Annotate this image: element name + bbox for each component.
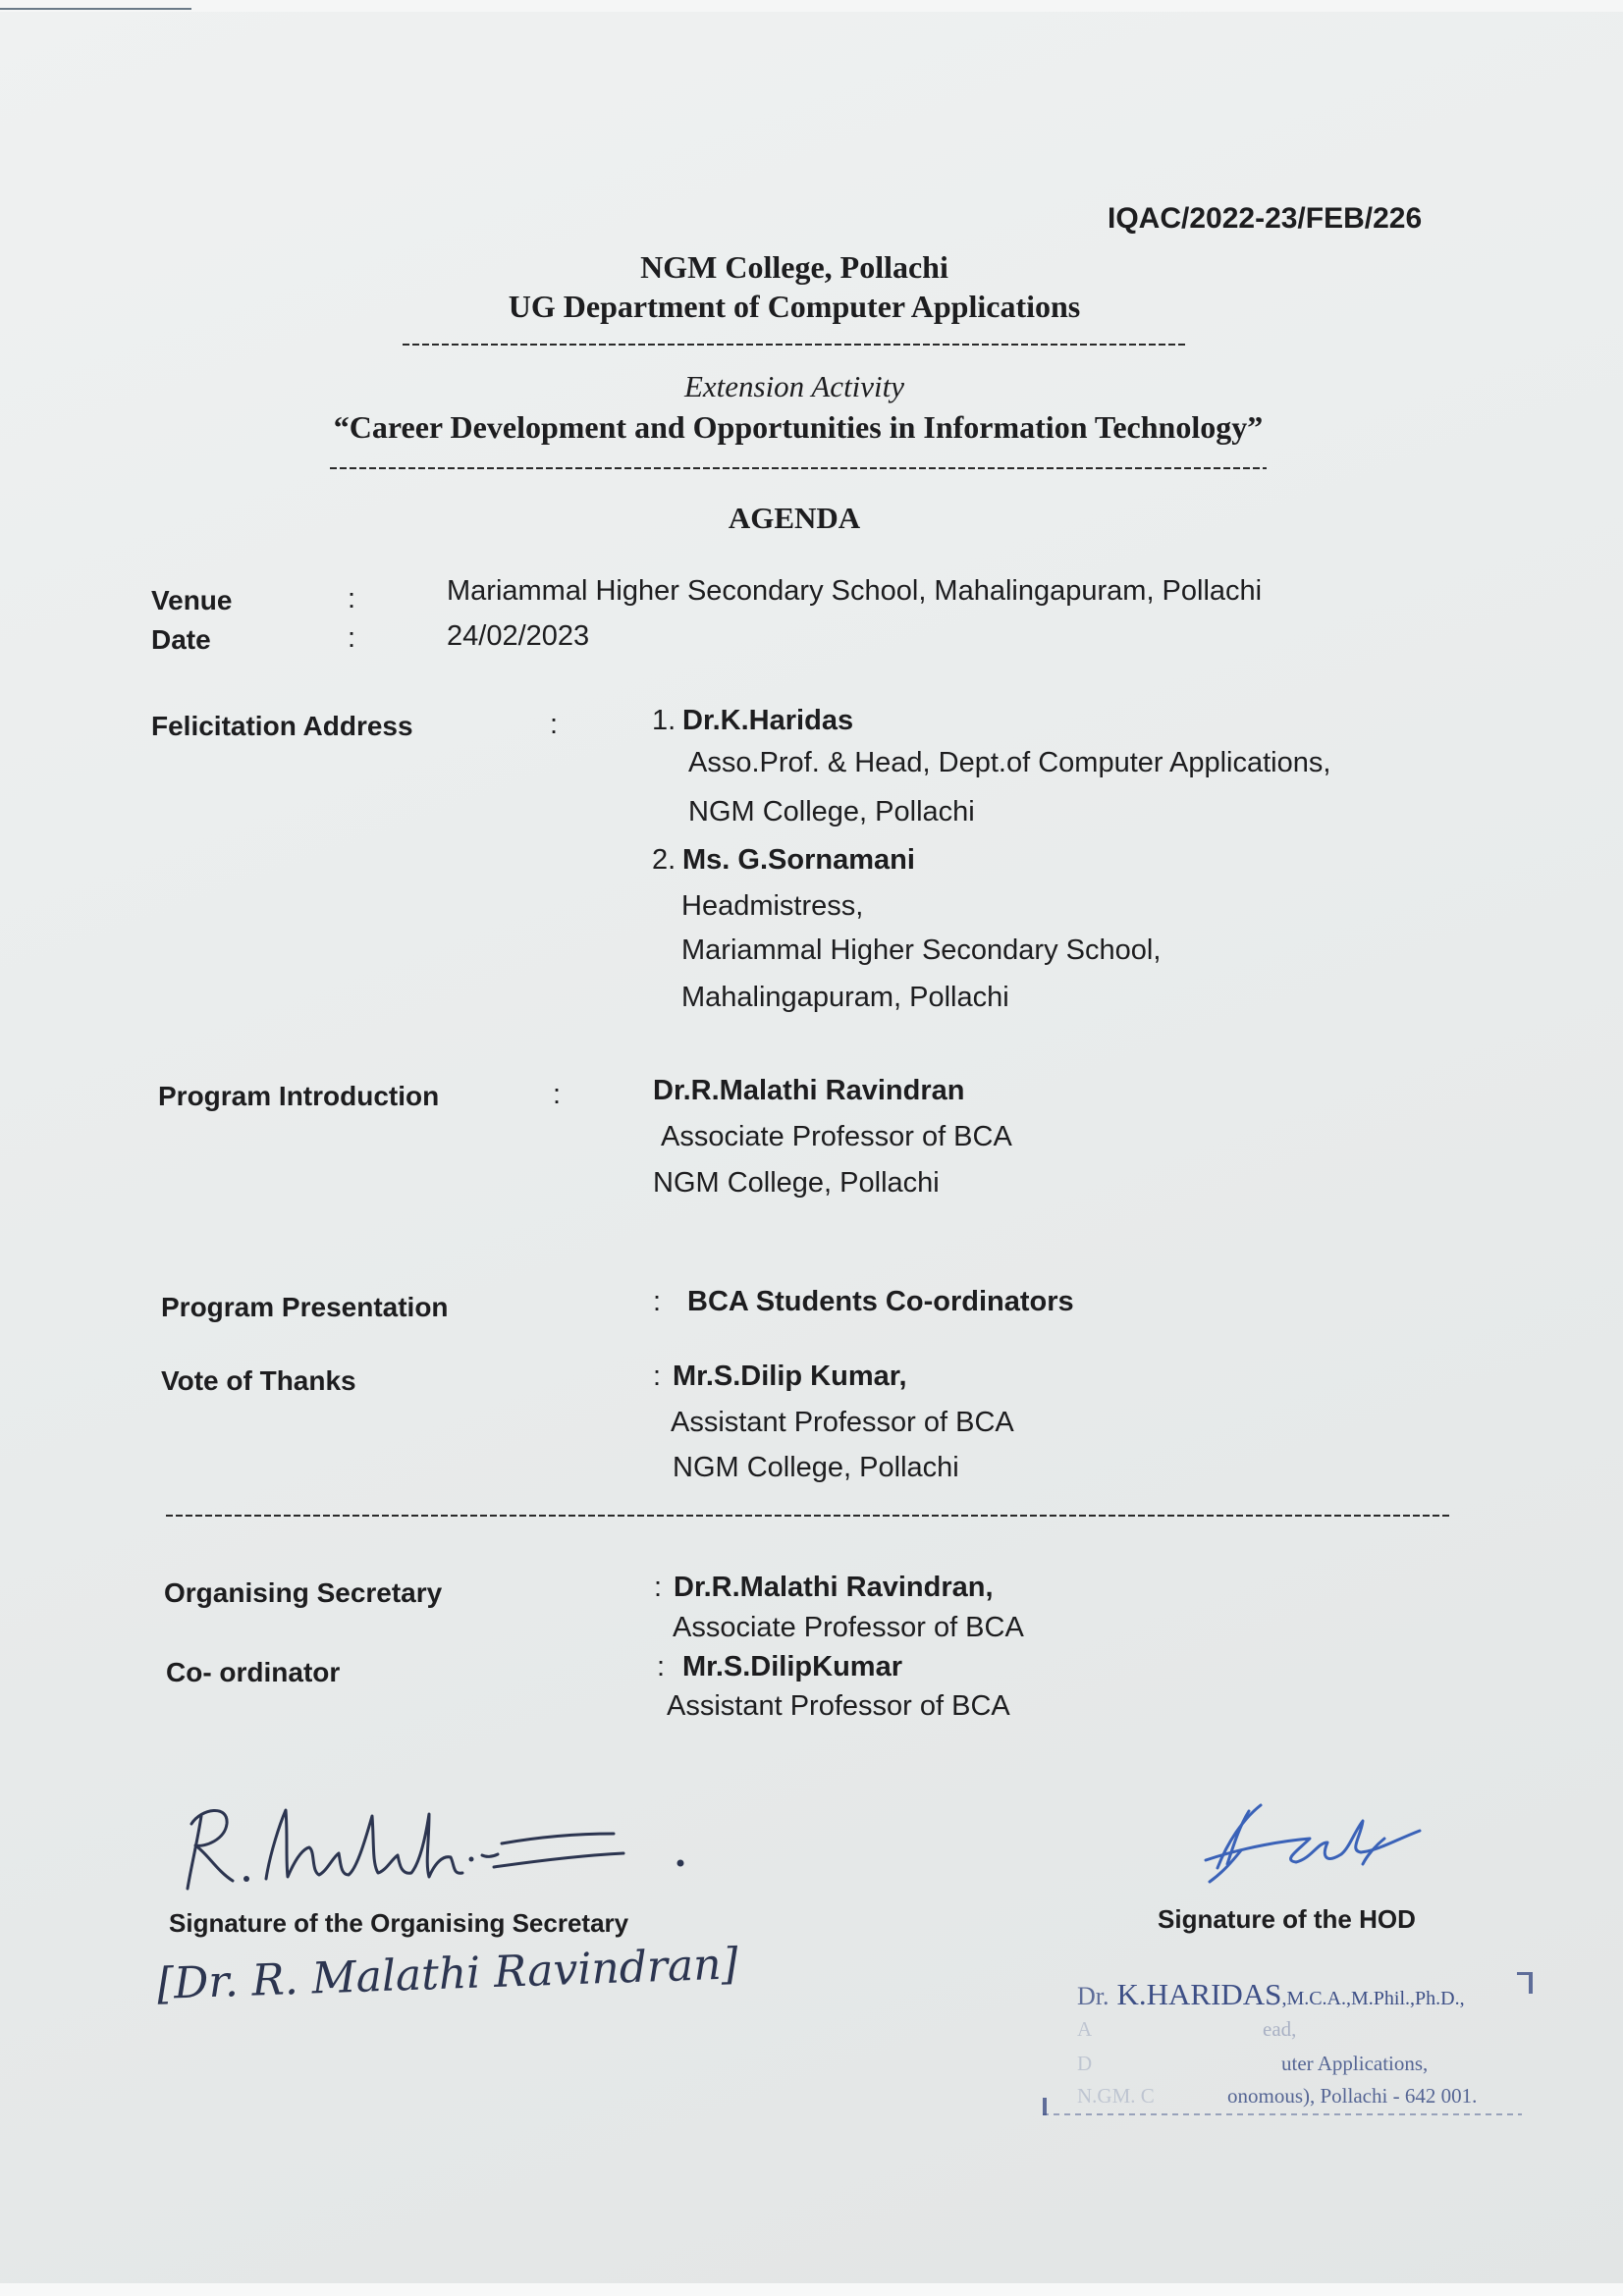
agenda-heading: AGENDA xyxy=(728,501,861,535)
scan-edge-bottom xyxy=(0,2283,1623,2296)
speaker-detail: Mahalingapuram, Pollachi xyxy=(681,982,1009,1013)
program-presentation-label: Program Presentation xyxy=(161,1292,449,1322)
separator: : xyxy=(654,1572,663,1603)
organising-secretary-handwritten-name: [Dr. R. Malathi Ravindran] xyxy=(156,1939,739,2009)
program-introduction-name: Dr.R.Malathi Ravindran xyxy=(653,1075,965,1106)
speaker-number: 2. xyxy=(652,844,676,876)
stamp-qualifications: ,M.C.A.,M.Phil.,Ph.D., xyxy=(1281,1988,1465,2009)
scan-edge-top xyxy=(0,0,1623,12)
vote-of-thanks-detail: NGM College, Pollachi xyxy=(673,1452,959,1483)
stamp-line-fragment: ead, xyxy=(1263,2017,1297,2041)
organising-secretary-signature-caption: Signature of the Organising Secretary xyxy=(169,1908,629,1938)
coordinator-label: Co- ordinator xyxy=(166,1657,341,1687)
department-name: UG Department of Computer Applications xyxy=(508,289,1081,324)
program-introduction-detail: NGM College, Pollachi xyxy=(653,1167,940,1199)
stamp-line-fragment: N.GM. C xyxy=(1077,2084,1155,2108)
speaker-detail: NGM College, Pollachi xyxy=(688,796,975,828)
college-name: NGM College, Pollachi xyxy=(640,249,948,285)
stamp-name-line xyxy=(1077,1977,1465,2015)
organising-secretary-designation: Associate Professor of BCA xyxy=(673,1612,1024,1643)
stamp-title: Dr. xyxy=(1077,1982,1109,2010)
program-introduction-detail: Associate Professor of BCA xyxy=(661,1121,1012,1152)
stamp-rule xyxy=(1043,2113,1522,2115)
venue-value: Mariammal Higher Secondary School, Mahalingapuram, Pollachi xyxy=(447,575,1263,607)
date-value: 24/02/2023 xyxy=(447,620,590,652)
venue-label: Venue xyxy=(151,585,233,615)
coordinator-name: Mr.S.DilipKumar xyxy=(682,1651,902,1682)
date-label: Date xyxy=(151,624,211,655)
separator: : xyxy=(653,1286,662,1317)
hod-signature-caption: Signature of the HOD xyxy=(1158,1904,1416,1934)
speaker-name: Ms. G.Sornamani xyxy=(682,844,915,876)
scan-edge-line xyxy=(0,8,191,10)
stamp-line-fragment: D xyxy=(1077,2052,1093,2075)
program-presentation-value: BCA Students Co-ordinators xyxy=(687,1286,1074,1317)
separator: : xyxy=(348,583,356,614)
speaker-detail: Mariammal Higher Secondary School, xyxy=(681,934,1162,966)
divider xyxy=(166,1515,1450,1517)
stamp-line-fragment: onomous), Pollachi - 642 001. xyxy=(1227,2084,1478,2108)
vote-of-thanks-detail: Assistant Professor of BCA xyxy=(671,1407,1014,1438)
coordinator-designation: Assistant Professor of BCA xyxy=(667,1690,1010,1722)
speaker-detail: Headmistress, xyxy=(681,890,864,922)
separator: : xyxy=(348,622,356,654)
event-type: Extension Activity xyxy=(683,369,905,403)
speaker-name: Dr.K.Haridas xyxy=(682,705,854,736)
stamp-line-fragment: uter Applications, xyxy=(1281,2052,1429,2075)
reference-number: IQAC/2022-23/FEB/226 xyxy=(1108,202,1423,235)
organising-secretary-label: Organising Secretary xyxy=(164,1577,443,1608)
vote-of-thanks-label: Vote of Thanks xyxy=(161,1365,356,1396)
felicitation-label: Felicitation Address xyxy=(151,711,413,741)
organising-secretary-signature xyxy=(172,1794,702,1902)
organising-secretary-name: Dr.R.Malathi Ravindran, xyxy=(674,1572,994,1603)
hod-signature xyxy=(1188,1791,1434,1890)
divider xyxy=(330,467,1267,469)
speaker-detail: Asso.Prof. & Head, Dept.of Computer Applications, xyxy=(688,747,1331,778)
program-introduction-label: Program Introduction xyxy=(158,1081,440,1111)
stamp-corner xyxy=(1529,1972,1533,1994)
separator: : xyxy=(653,1361,662,1392)
separator: : xyxy=(657,1651,666,1682)
hod-stamp xyxy=(1041,1968,1542,2120)
divider xyxy=(403,344,1186,346)
vote-of-thanks-name: Mr.S.Dilip Kumar, xyxy=(673,1361,907,1392)
separator: : xyxy=(550,709,559,740)
speaker-number: 1. xyxy=(652,705,676,736)
stamp-line-fragment: A xyxy=(1077,2017,1093,2041)
separator: : xyxy=(553,1079,562,1110)
event-title: “Career Development and Opportunities in Information Technology” xyxy=(333,409,1264,445)
stamp-name: K.HARIDAS xyxy=(1116,1977,1282,2011)
